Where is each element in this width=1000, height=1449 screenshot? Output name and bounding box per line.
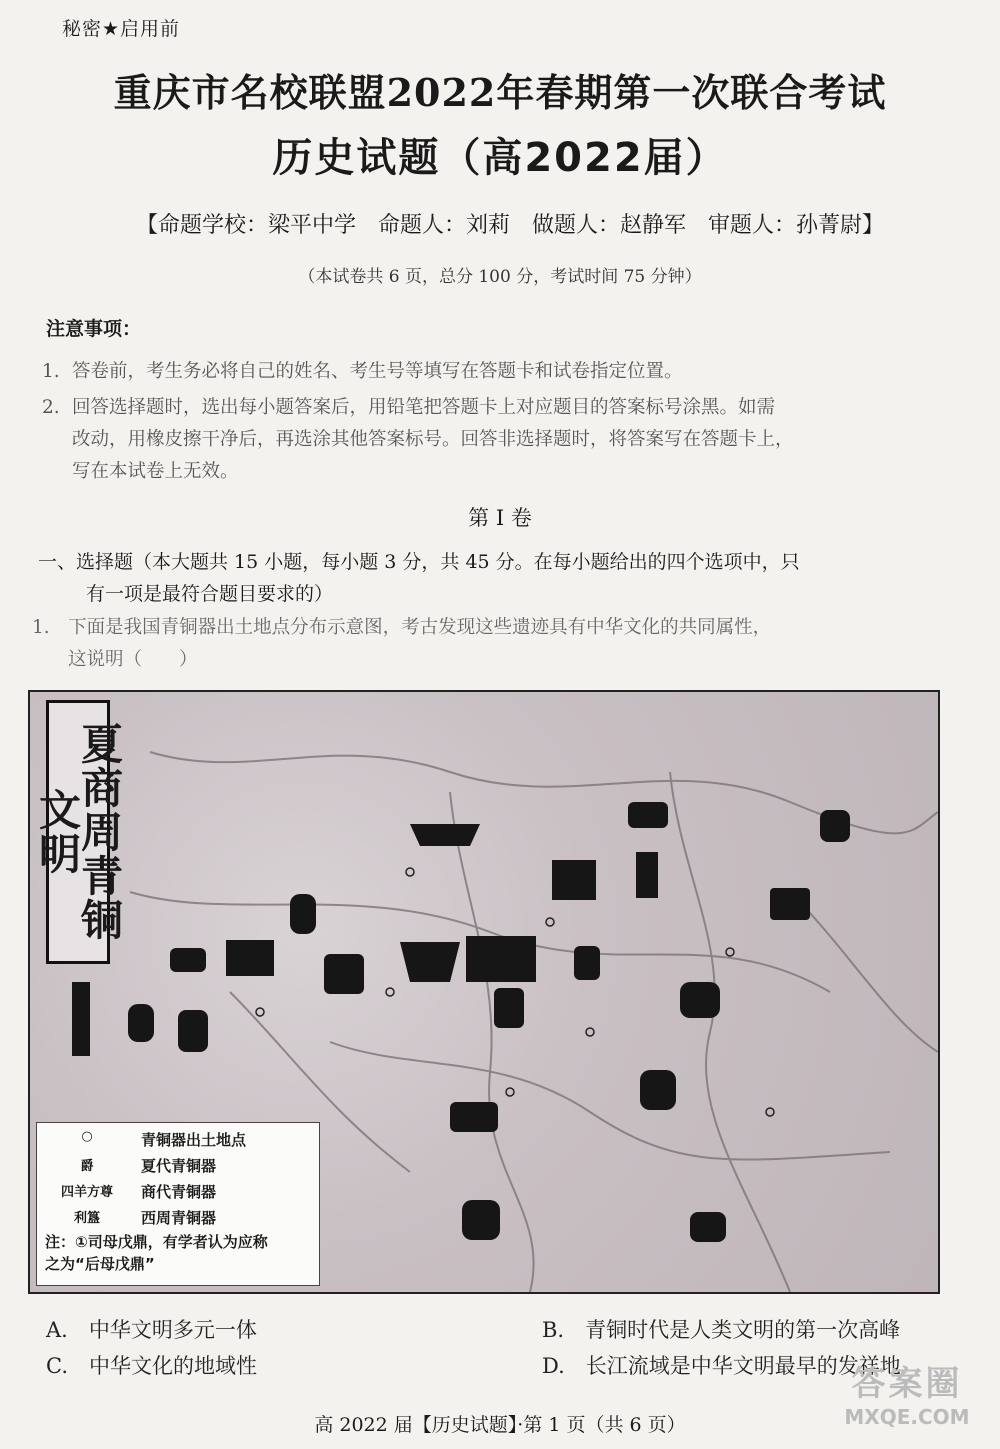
notice-item-number: 1. [42,361,60,382]
legend-label: 西周青铜器 [141,1209,217,1227]
legend-note [45,1231,315,1275]
option-a: A. 中华文明多元一体 [46,1318,257,1342]
legend-label: 青铜器出土地点 [141,1131,247,1149]
legend-label: 夏代青铜器 [141,1157,217,1175]
legend-label: 商代青铜器 [141,1183,217,1201]
notice-item-text-cont: 改动，用橡皮擦干净后，再选涂其他答案标号。回答非选择题时，将答案写在答题卡上， [72,429,794,450]
watermark-main: 答案圈 [851,1364,963,1404]
legend-symbol: 四羊方尊 [60,1185,113,1200]
bronze-distribution-map [28,690,940,1294]
notice-item-text-cont: 写在本试卷上无效。 [72,461,239,482]
confidential-label: 秘密★启用前 [62,18,181,40]
exam-subtitle: 历史试题（高2022届） [272,135,728,181]
exam-title: 重庆市名校联盟2022年春期第一次联合考试 [113,70,887,115]
notice-heading: 注意事项： [46,318,142,340]
option-c: C. 中华文化的地域性 [46,1354,257,1378]
question-1-stem [32,612,962,676]
volume-heading: 第 I 卷 [468,506,532,530]
option-b: B. 青铜时代是人类文明的第一次高峰 [542,1318,901,1342]
notice-item-1 [42,356,954,388]
notice-item-text: 回答选择题时，选出每小题答案后，用铅笔把答题卡上对应题目的答案标号涂黑。如需 [72,397,776,418]
exam-info: （本试卷共 6 页，总分 100 分，考试时间 75 分钟） [298,267,702,287]
legend-symbol: 爵 [80,1159,94,1174]
notice-item-text: 答卷前，考生务必将自己的姓名、考生号等填写在答题卡和试卷指定位置。 [72,361,683,382]
map-title: 夏商周青铜文明 [46,700,110,964]
section-line-1: 一、选择题（本大题共 15 小题，每小题 3 分，共 45 分。在每小题给出的四个选项中，只 [38,551,800,573]
map-legend [36,1122,320,1286]
question-line-2: 这说明（ ） [68,649,198,670]
exam-makers: 【命题学校：梁平中学 命题人：刘莉 做题人：赵静军 审题人：孙菁尉】 [135,213,884,238]
legend-note-line-2: 之为“后母戊鼎” [45,1255,155,1273]
notice-item-number: 2. [42,397,60,418]
watermark [822,1356,992,1444]
legend-symbol: ○ [81,1129,93,1144]
watermark-sub: MXQE.COM [844,1405,970,1429]
notice-item-2 [42,392,954,488]
option-d: D. 长江流域是中华文明最早的发祥地 [542,1354,901,1378]
legend-symbol: 利簋 [73,1211,100,1226]
section-instructions [38,546,958,610]
section-line-2: 有一项是最符合题目要求的） [86,583,334,605]
page-footer: 高 2022 届【历史试题】·第 1 页（共 6 页） [314,1414,686,1436]
legend-note-line-1: 注：①司母戊鼎，有学者认为应称 [45,1233,268,1251]
question-line-1: 1. 下面是我国青铜器出土地点分布示意图，考古发现这些遗迹具有中华文化的共同属性， [32,617,772,638]
